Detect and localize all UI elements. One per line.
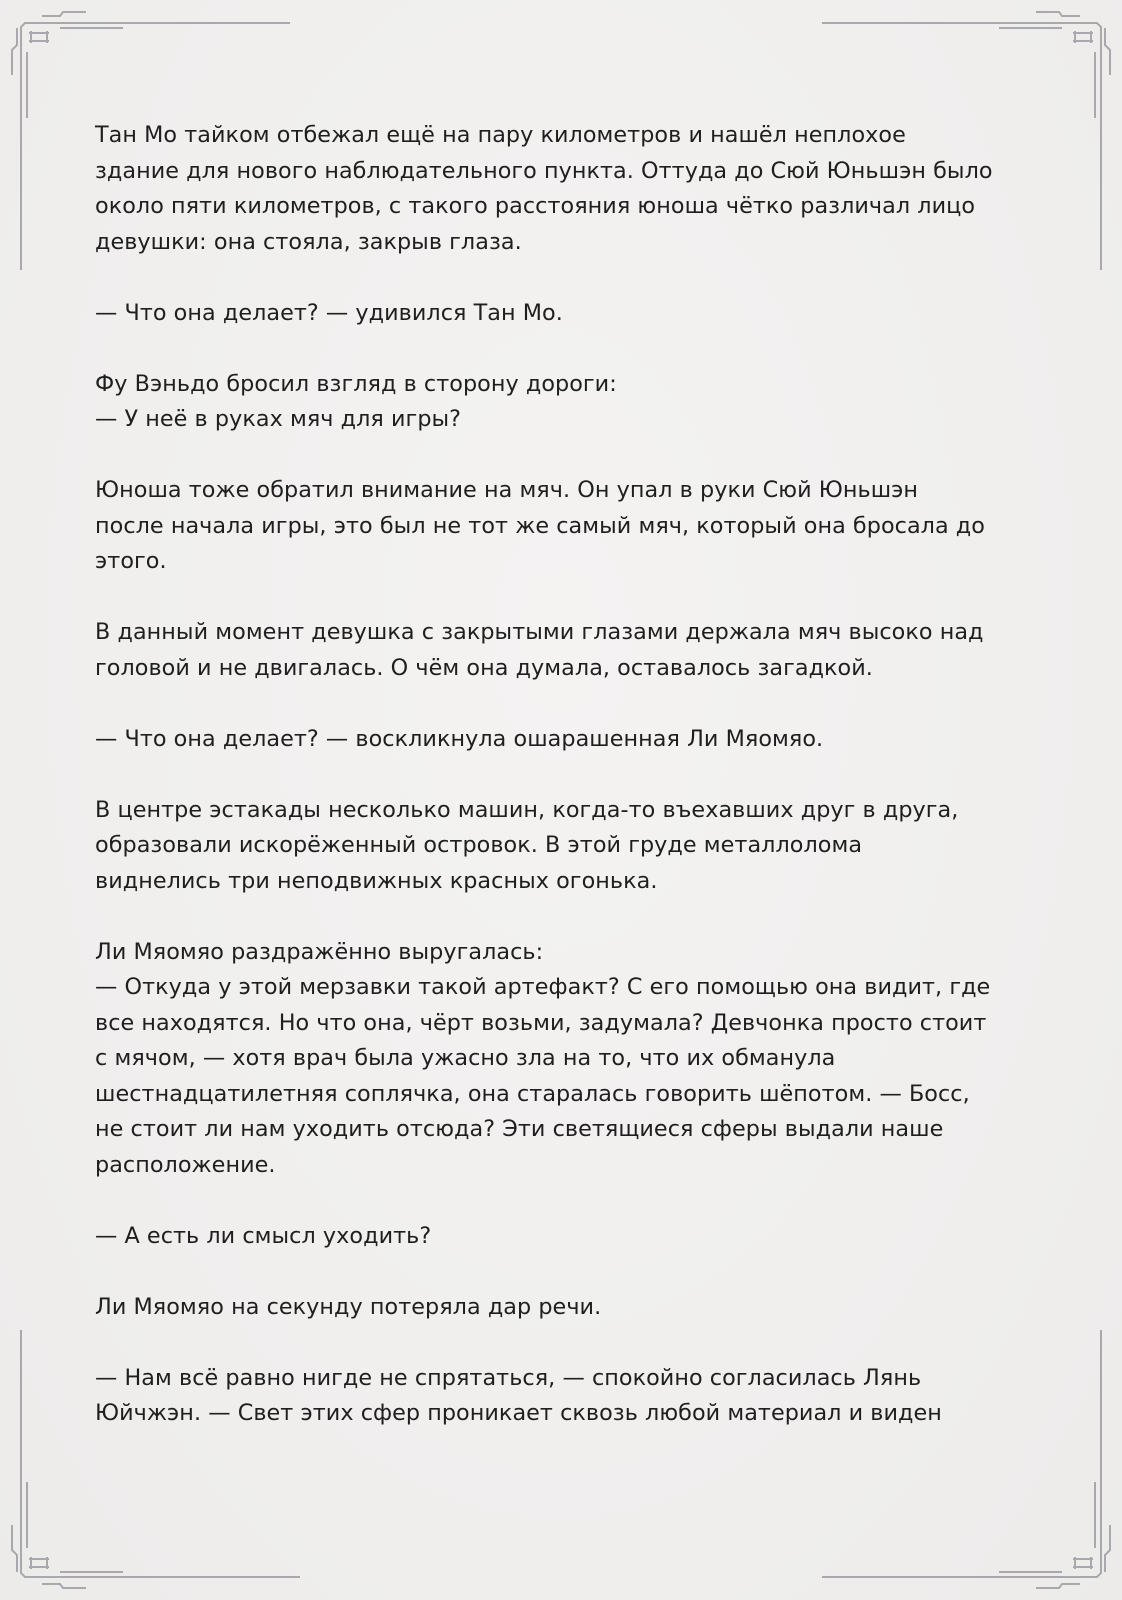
paragraph: — Нам всё равно нигде не спрятаться, — спокойно согласилась Лянь Юйчжэн. — Свет этих сфер проникает сквозь любой материал и виден: [95, 1364, 942, 1426]
paragraph: — А есть ли смысл уходить?: [95, 1222, 432, 1249]
paragraph: В центре эстакады несколько машин, когда-то въехавших друг в друга, образовали искорёженный островок. В этой груде металлолома виднелись три неподвижных красных огонька.: [95, 796, 959, 894]
paragraph: Юноша тоже обратил внимание на мяч. Он упал в руки Сюй Юньшэн после начала игры, это был не тот же самый мяч, который она бросала до этого.: [95, 477, 985, 574]
paragraph: Фу Вэньдо бросил взгляд в сторону дороги: — У неё в руках мяч для игры?: [95, 370, 617, 432]
paragraph: Тан Мо тайком отбежал ещё на пару километров и нашёл неплохое здание для нового наблюдательного пункта. Оттуда до Сюй Юньшэн было около пяти километров, с такого расстояния юноша чётко различал лицо девушки: она стояла, закрыв глаза.: [95, 122, 993, 255]
paragraph: Ли Мяомяо раздражённо выругалась: — Откуда у этой мерзавки такой артефакт? С его помощью она видит, где все находятся. Но что она, чёрт возьми, задумала? Девчонка просто стоит с мячом, — хотя врач была ужасно зла на то, что их обманула шестнадцатилетняя соплячка, она старалась говорить шёпотом. — Босс, не стоит ли нам уходить отсюда? Эти светящиеся сферы выдали наше расположение.: [95, 938, 991, 1178]
paragraph: Ли Мяомяо на секунду потеряла дар речи.: [95, 1293, 602, 1320]
document-body: [95, 118, 1030, 1467]
paragraph: — Что она делает? — удивился Тан Мо.: [95, 299, 563, 326]
paragraph: — Что она делает? — воскликнула ошарашенная Ли Мяомяо.: [95, 725, 824, 752]
paragraph: В данный момент девушка с закрытыми глазами держала мяч высоко над головой и не двигалась. О чём она думала, оставалось загадкой.: [95, 619, 984, 681]
